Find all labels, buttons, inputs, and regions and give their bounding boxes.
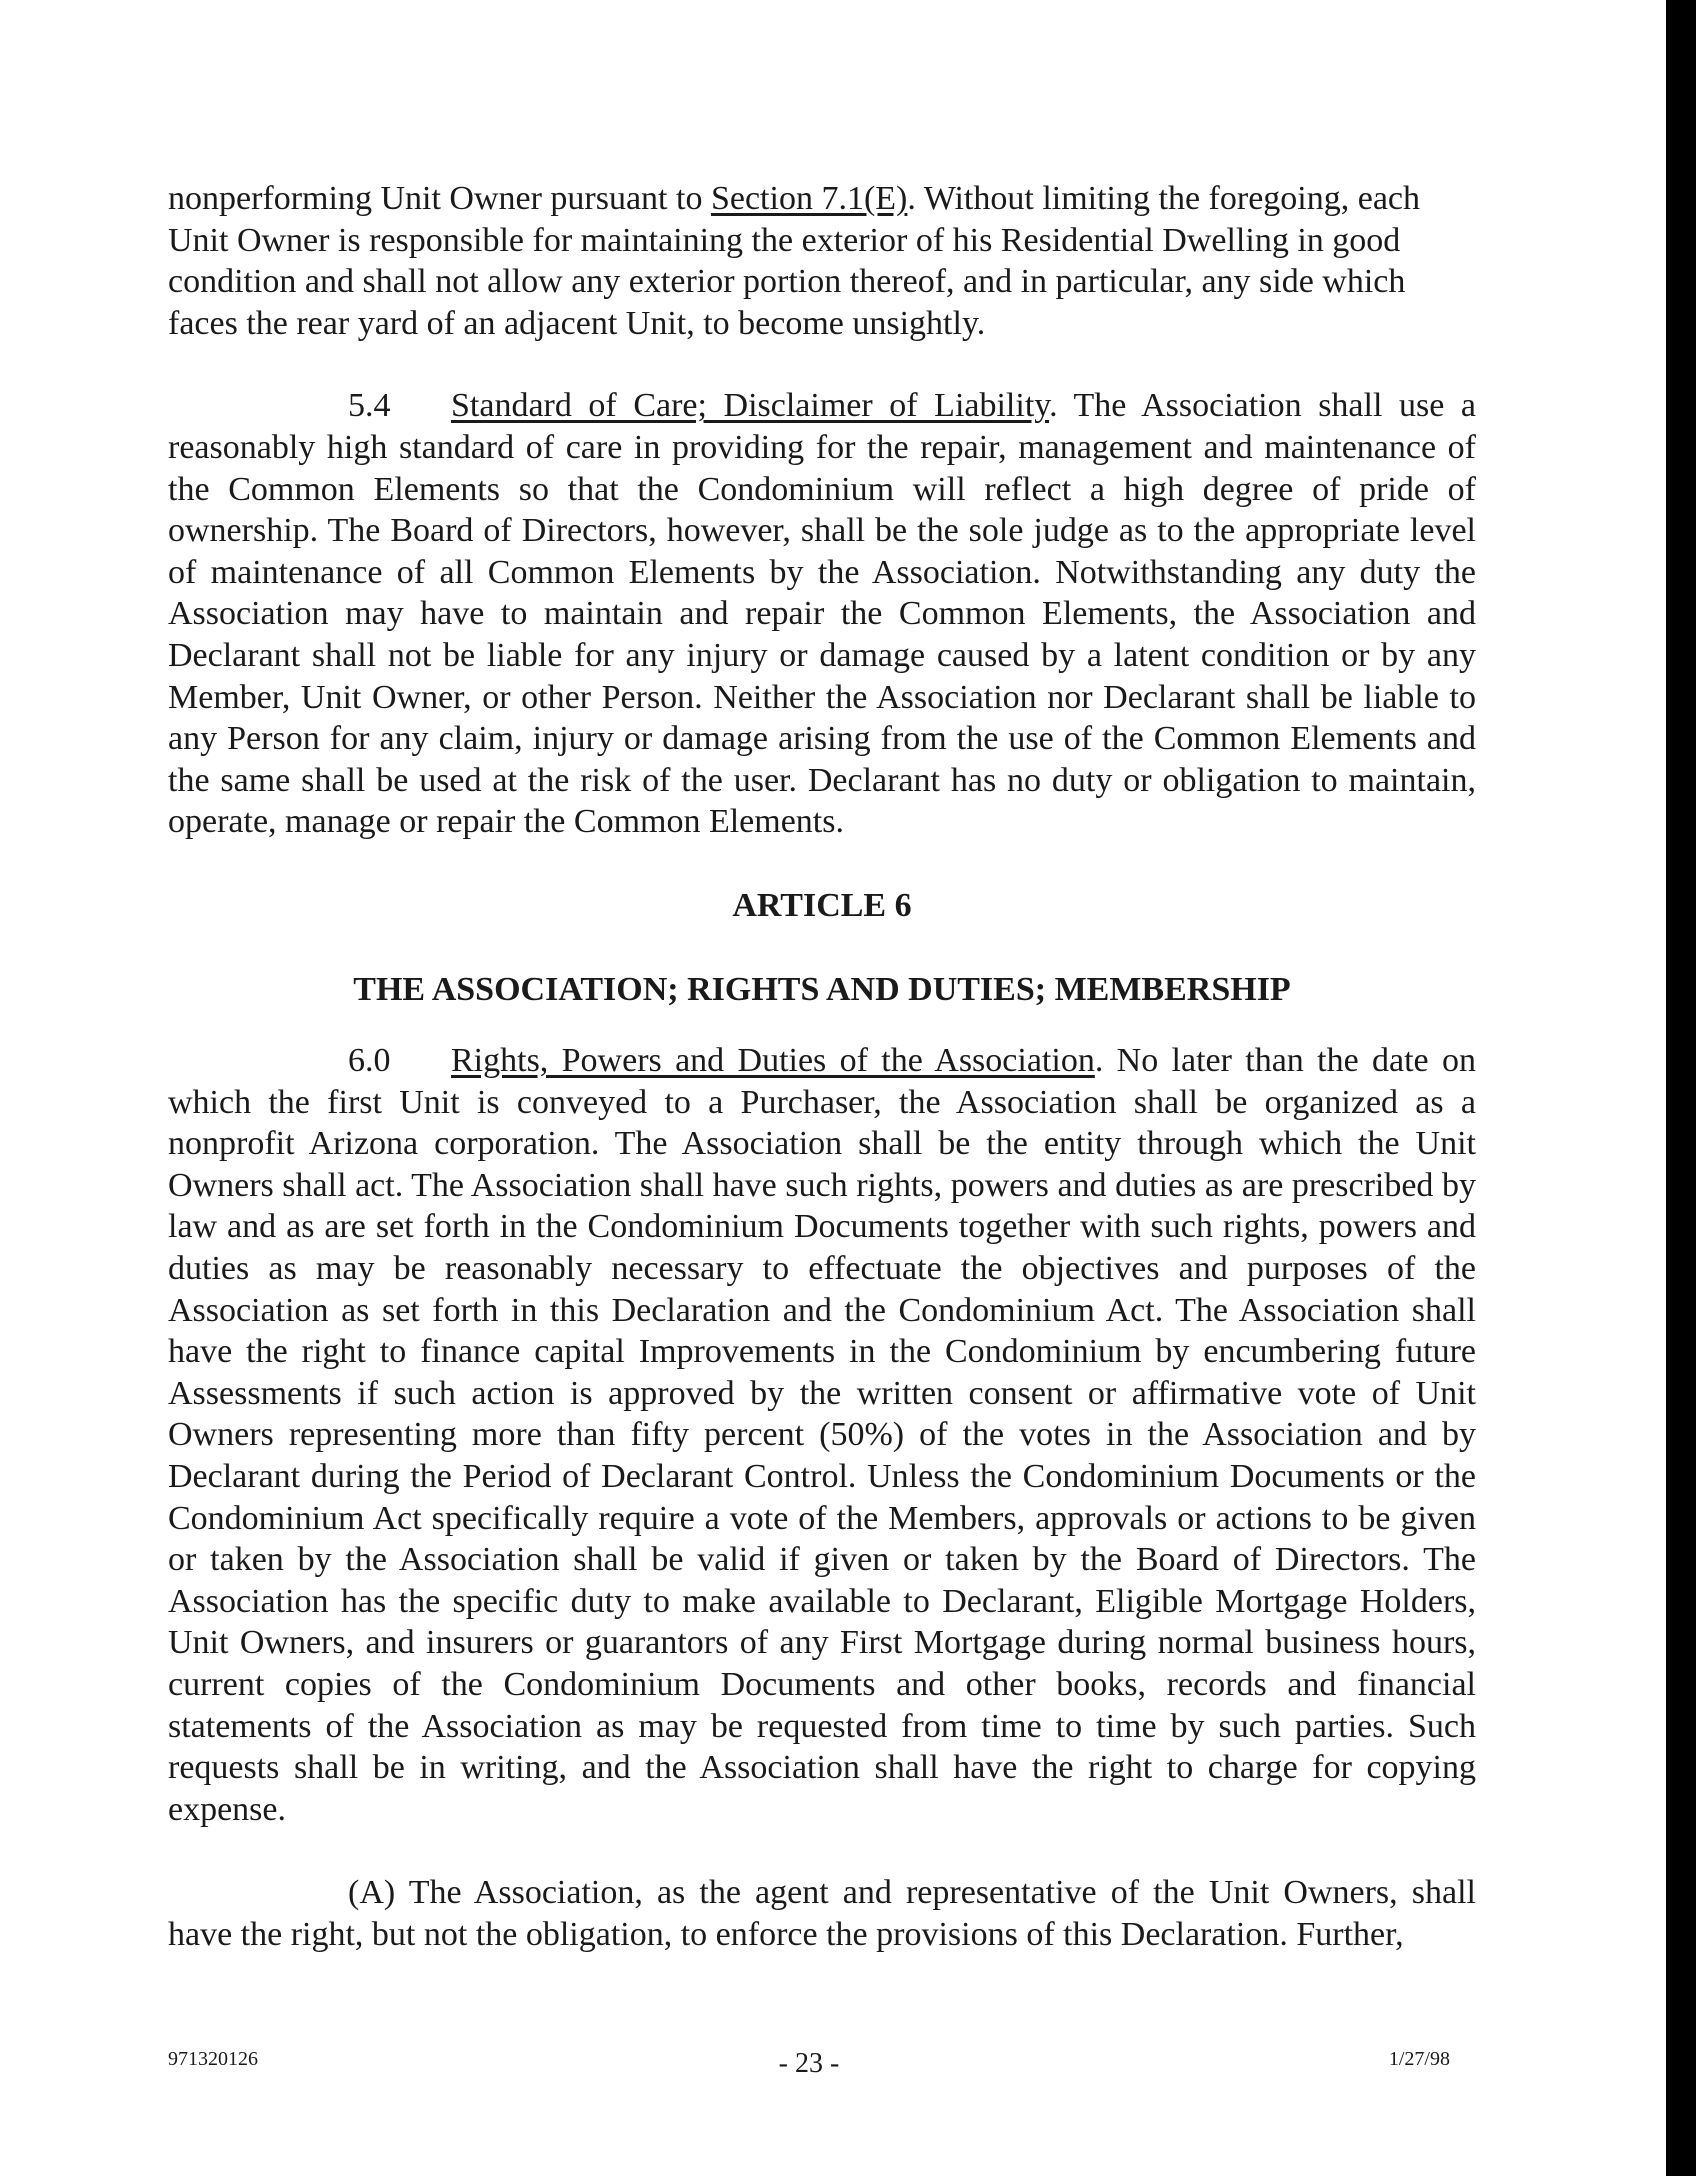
footer-date: 1/27/98 — [1388, 2048, 1450, 2070]
section-6-0-body: . No later than the date on which the first Unit is conveyed to a Purchaser, the Association shall be organized as a nonprofit Arizona corporation. The Association shall be the entity through which the Unit Owners shall act. The Association shall have such rights, powers and duties as are prescribed by law and as are set forth in the Condominium Documents together with such rights, powers and duties as may be reasonably necessary to effectuate the objectives and purposes of the Association as set forth in this Declaration and the Condominium Act. The Association shall have the right to finance capital Improvements in the Condominium by encumbering future Assessments if such action is approved by the written consent or affirmative vote of Unit Owners representing more than fifty percent (50%) of the votes in the Association and by Declarant during the Period of Declarant Control. Unless the Condominium Documents or the Condominium Act specifically require a vote of the Members, approvals or actions to be given or taken by the Association shall be valid if given or taken by the Board of Directors. The Association has the specific duty to make available to Declarant, Eligible Mortgage Holders, Unit Owners, and insurers or guarantors of any First Mortgage during normal business hours, current copies of the Condominium Documents and other books, records and financial statements of the Association as may be requested from time to time by such parties. Such requests shall be in writing, and the Association shall have the right to charge for copying expense. — [168, 1042, 1476, 1828]
scan-edge-bar — [1666, 0, 1696, 2176]
article-title: THE ASSOCIATION; RIGHTS AND DUTIES; MEMBERSHIP — [353, 970, 1291, 1008]
footer-page-number: - 23 - — [778, 2048, 840, 2079]
section-5-4-body: . The Association shall use a reasonably high standard of care in providing for the repair, management and maintenance of the Common Elements so that the Condominium will reflect a high degree of pride of ownership. The Board of Directors, however, shall be the sole judge as to the appropriate level of maintenance of all Common Elements by the Association. Notwithstanding any duty the Association may have to maintain and repair the Common Elements, the Association and Declarant shall not be liable for any injury or damage caused by a latent condition or by any Member, Unit Owner, or other Person. Neither the Association nor Declarant shall be liable to any Person for any claim, injury or damage arising from the use of the Common Elements and the same shall be used at the risk of the user. Declarant has no duty or obligation to maintain, operate, manage or repair the Common Elements. — [168, 387, 1476, 841]
section-5-4-paragraph — [168, 385, 1476, 843]
section-6-0-paragraph — [168, 1040, 1476, 1830]
intro-text-after: . Without limiting the foregoing, each Unit Owner is responsible for maintaining the exterior of his Residential Dwelling in good condition and shall not allow any exterior portion thereof, and in particular, any side which faces the rear yard of an adjacent Unit, to become unsightly. — [168, 180, 1420, 342]
article-label: ARTICLE 6 — [732, 886, 912, 924]
section-6-0-number: 6.0 — [348, 1042, 391, 1080]
subsection-a-label: (A) — [348, 1874, 396, 1912]
section-7-1-e-reference[interactable]: Section 7.1(E) — [710, 180, 908, 217]
footer-doc-number: 971320126 — [168, 2048, 258, 2070]
section-6-0-title: Rights, Powers and Duties of the Association — [451, 1042, 1095, 1080]
subsection-a-body: The Association, as the agent and representative of the Unit Owners, shall have the right, but not the obligation, to enforce the provisions of this Declaration. Further, — [168, 1874, 1476, 1953]
section-5-4-number: 5.4 — [348, 387, 391, 425]
intro-paragraph — [168, 178, 1476, 344]
subsection-a-paragraph — [168, 1872, 1476, 1955]
document-page — [168, 178, 1476, 1956]
section-5-4-title: Standard of Care; Disclaimer of Liability — [451, 387, 1050, 425]
intro-text-before: nonperforming Unit Owner pursuant to — [168, 180, 711, 217]
